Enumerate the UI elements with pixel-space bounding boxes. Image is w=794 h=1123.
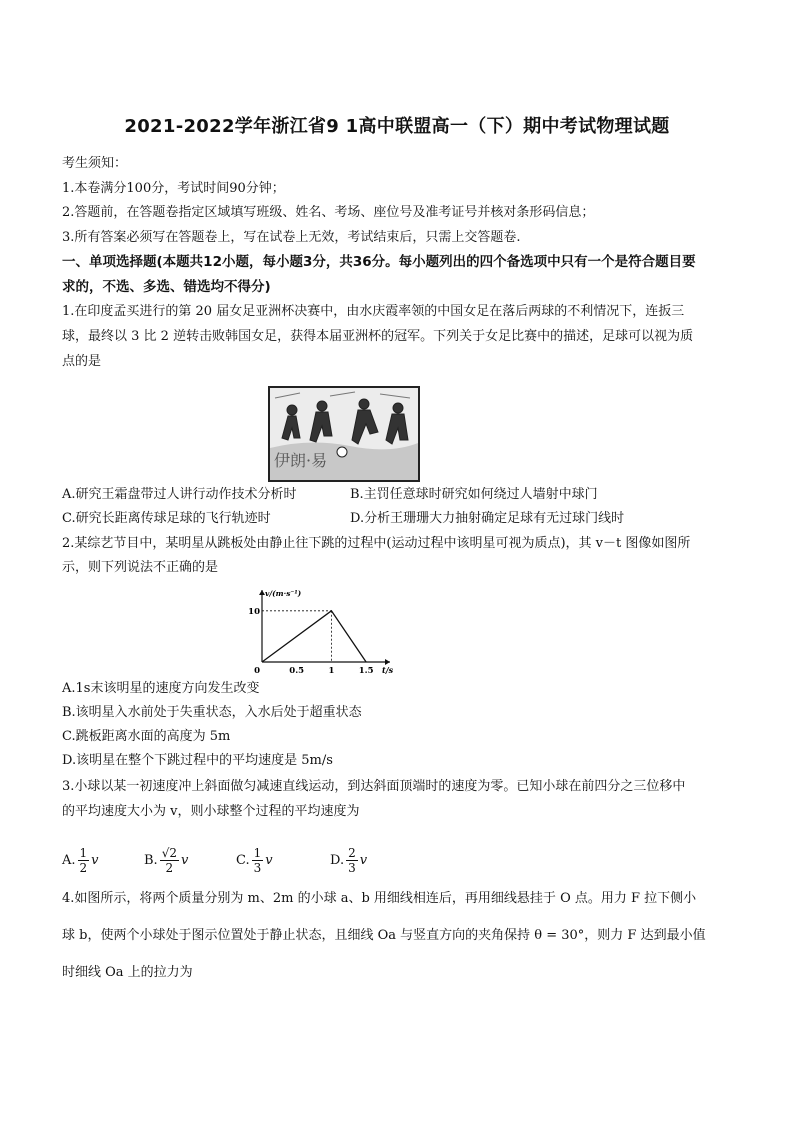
q3-option-a-fraction bbox=[78, 846, 90, 875]
x-axis-label: t/s bbox=[382, 665, 394, 675]
notice-item-1: 1.本卷满分100分，考试时间90分钟； bbox=[62, 181, 285, 196]
x-tick-label: 0.5 bbox=[289, 666, 305, 676]
q3-option-d-denominator: 3 bbox=[348, 860, 356, 875]
q3-stem-line1: 3.小球以某一初速度冲上斜面做匀减速直线运动，到达斜面顶端时的速度为零。已知小球在前四分之三位移中 bbox=[62, 779, 686, 794]
q3-option-d-label: D. bbox=[330, 852, 345, 868]
exam-title: 2021-2022学年浙江省9 1高中联盟高一（下）期中考试物理试题 bbox=[124, 116, 670, 137]
q4-stem-line3: 时细线 Oa 上的拉力为 bbox=[62, 965, 193, 980]
q3-stem-line2: 的平均速度大小为 v，则小球整个过程的平均速度为 bbox=[62, 804, 360, 819]
section-heading-line1: 一、单项选择题(本题共12小题，每小题3分，共36分。每小题列出的四个备选项中只有一个是符合题目要 bbox=[62, 254, 696, 270]
notice-heading: 考生须知： bbox=[62, 156, 128, 171]
q1-option-b: B.主罚任意球时研究如何绕过人墙射中球门 bbox=[350, 487, 598, 502]
football-match-photo bbox=[268, 386, 420, 482]
q3-option-c-label: C. bbox=[236, 852, 250, 868]
q3-option-b-variable: v bbox=[180, 852, 189, 868]
q4-stem-line2: 球 b，使两个小球处于图示位置处于静止状态，且细线 Oa 与竖直方向的夹角保持 θ = 30°，则力 F 达到最小值 bbox=[62, 928, 706, 943]
photo-caption: 伊朗·易 bbox=[274, 451, 328, 470]
q2-option-d: D.该明星在整个下跳过程中的平均速度是 5m/s bbox=[62, 753, 333, 768]
q1-stem-line3: 点的是 bbox=[62, 354, 102, 369]
x-tick-label: 1.5 bbox=[358, 666, 374, 676]
q1-option-a: A.研究王霜盘带过人讲行动作技术分析时 bbox=[62, 487, 297, 502]
q3-option-d-numerator: 2 bbox=[348, 845, 356, 860]
q3-option-b bbox=[144, 838, 188, 882]
q1-stem-line1: 1.在印度孟买进行的第 20 届女足亚洲杯决赛中，由水庆霞率领的中国女足在落后两球的不利情况下，连扳三 bbox=[62, 304, 685, 319]
x-tick-label: 0 bbox=[254, 666, 260, 676]
q3-option-d bbox=[330, 838, 367, 882]
q2-option-b: B.该明星入水前处于失重状态，入水后处于超重状态 bbox=[62, 705, 362, 720]
q1-option-c: C.研究长距离传球足球的飞行轨迹时 bbox=[62, 511, 271, 526]
q3-option-d-variable: v bbox=[359, 852, 368, 868]
q3-option-a-denominator: 2 bbox=[79, 860, 88, 875]
q3-option-b-denominator: 2 bbox=[165, 860, 174, 875]
q3-option-a-numerator: 1 bbox=[79, 845, 88, 860]
q3-option-b-label: B. bbox=[144, 852, 158, 868]
y-tick-label: 10 bbox=[248, 606, 260, 617]
vt-graph bbox=[248, 586, 398, 678]
q3-option-c-numerator: 1 bbox=[253, 845, 262, 860]
q2-stem-line1: 2.某综艺节目中，某明星从跳板处由静止往下跳的过程中(运动过程中该明星可视为质点)，其 v－t 图像如图所 bbox=[62, 536, 691, 551]
q3-option-c-fraction bbox=[252, 846, 264, 875]
q4-stem-line1: 4.如图所示，将两个质量分别为 m、2m 的小球 a、b 用细线相连后，再用细线悬挂于 O 点。用力 F 拉下侧小 bbox=[62, 891, 697, 906]
q3-option-c-variable: v bbox=[265, 852, 273, 868]
q2-stem-line2: 示，则下列说法不正确的是 bbox=[62, 560, 219, 575]
section-heading-line2: 求的，不选、多选、错选均不得分) bbox=[62, 279, 271, 295]
q2-option-c: C.跳板距离水面的高度为 5m bbox=[62, 729, 231, 744]
q3-option-a bbox=[62, 838, 99, 882]
vt-series-line bbox=[262, 611, 366, 662]
q2-option-a: A.1s末该明星的速度方向发生改变 bbox=[62, 681, 260, 696]
q3-option-a-variable: v bbox=[91, 852, 99, 868]
q3-option-b-fraction bbox=[160, 846, 179, 875]
notice-item-3: 3.所有答案必须写在答题卷上，写在试卷上无效，考试结束后，只需上交答题卷. bbox=[62, 230, 521, 245]
q3-option-d-fraction bbox=[346, 846, 358, 875]
vt-graph-svg bbox=[248, 586, 398, 678]
q1-stem-line2: 球，最终以 3 比 2 逆转击败韩国女足，获得本届亚洲杯的冠军。下列关于女足比赛中的描述，足球可以视为质 bbox=[62, 329, 694, 344]
q1-option-d: D.分析王珊珊大力抽射确定足球有无过球门线时 bbox=[350, 511, 625, 526]
notice-item-2: 2.答题前，在答题卷指定区域填写班级、姓名、考场、座位号及准考证号并核对条形码信息； bbox=[62, 205, 595, 220]
q3-option-a-label: A. bbox=[62, 852, 76, 868]
q3-option-c bbox=[236, 838, 273, 882]
y-axis-label: v/(m·s⁻¹) bbox=[265, 589, 302, 598]
q3-option-b-numerator: √2 bbox=[161, 845, 177, 860]
q3-option-c-denominator: 3 bbox=[253, 860, 262, 875]
x-tick-label: 1 bbox=[328, 666, 335, 676]
